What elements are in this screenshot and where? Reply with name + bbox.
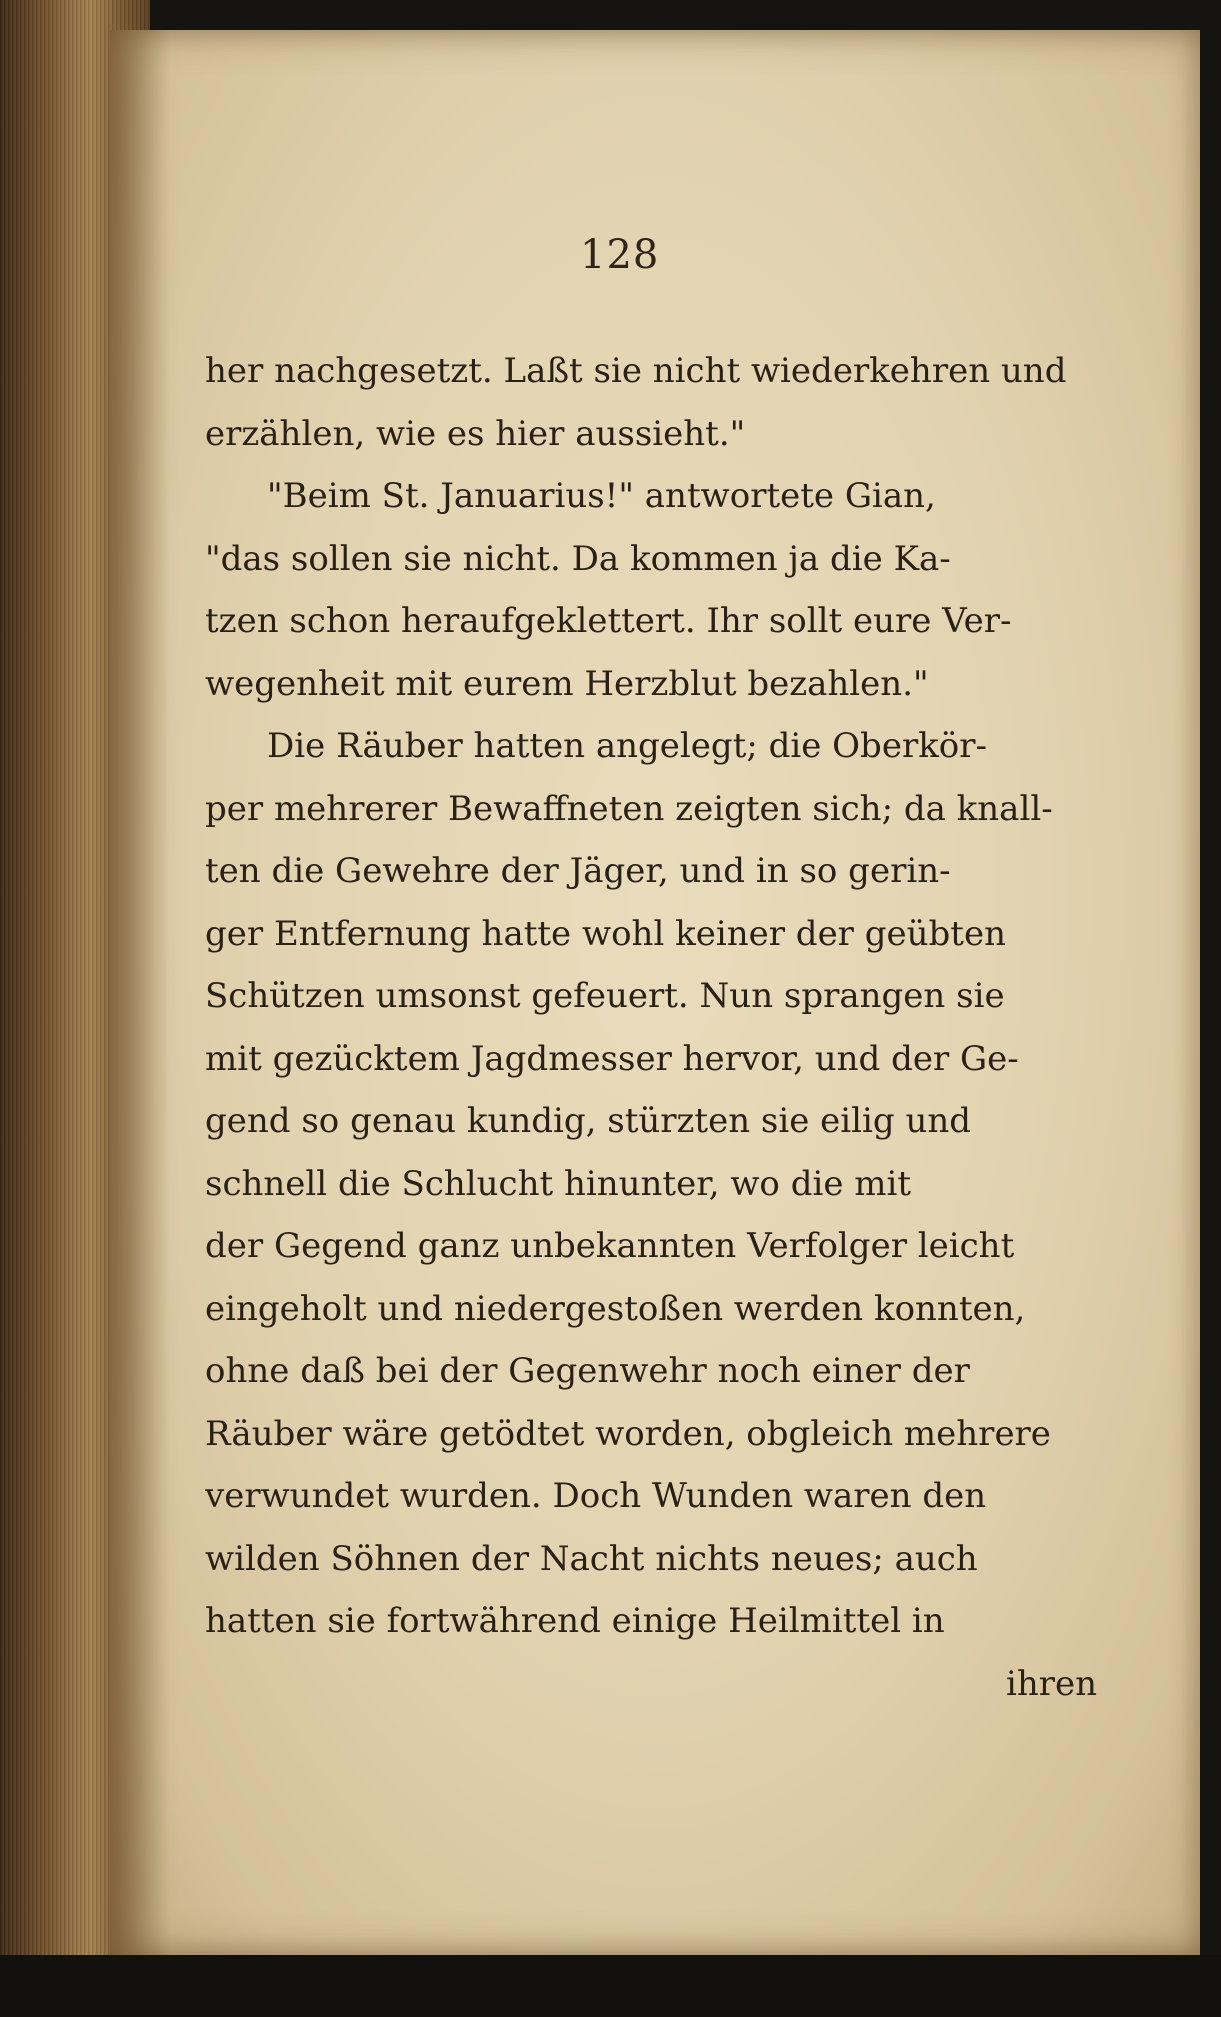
catchword: ihren — [1005, 1663, 1097, 1704]
text-line: "das sollen sie nicht. Da kommen ja die Ka- — [205, 538, 951, 579]
text-line: per mehrerer Bewaffneten zeigten sich; da knall- — [205, 788, 1053, 829]
text-line: ohne daß bei der Gegenwehr noch einer der — [205, 1351, 970, 1391]
text-line: wilden Söhnen der Nacht nichts neues; auch — [205, 1538, 978, 1579]
text-line: der Gegend ganz unbekannten Verfolger leicht — [205, 1226, 1015, 1266]
text-line: verwundet wurden. Doch Wunden waren den — [205, 1476, 987, 1516]
text-line: tzen schon heraufgeklettert. Ihr sollt eure Ver- — [205, 601, 1012, 641]
text-line: schnell die Schlucht hinunter, wo die mit — [205, 1163, 912, 1204]
text-line: her nachgesetzt. Laßt sie nicht wiederkehren und — [205, 351, 1067, 391]
page-number: 128 — [580, 232, 660, 278]
text-line: wegenheit mit eurem Herzblut bezahlen." — [205, 663, 929, 704]
text-line: hatten sie fortwährend einige Heilmittel in — [205, 1601, 945, 1641]
text-line: ger Entfernung hatte wohl keiner der geübten — [205, 913, 1006, 954]
text-line: erzählen, wie es hier aussieht." — [205, 413, 746, 454]
text-line: Die Räuber hatten angelegt; die Oberkör- — [267, 726, 988, 766]
text-line: Räuber wäre getödtet worden, obgleich mehrere — [205, 1413, 1051, 1454]
text-line: ten die Gewehre der Jäger, und in so gerin- — [205, 851, 951, 891]
text-line: eingeholt und niedergestoßen werden konnten, — [205, 1288, 1026, 1329]
text-line: Schützen umsonst gefeuert. Nun sprangen sie — [205, 976, 1005, 1016]
text-line: gend so genau kundig, stürzten sie eilig und — [205, 1101, 972, 1141]
text-line: "Beim St. Januarius!" antwortete Gian, — [267, 476, 936, 516]
body-text — [205, 340, 1105, 1715]
text-line: mit gezücktem Jagdmesser hervor, und der Ge- — [205, 1038, 1019, 1079]
scan-background — [0, 1955, 1221, 2017]
